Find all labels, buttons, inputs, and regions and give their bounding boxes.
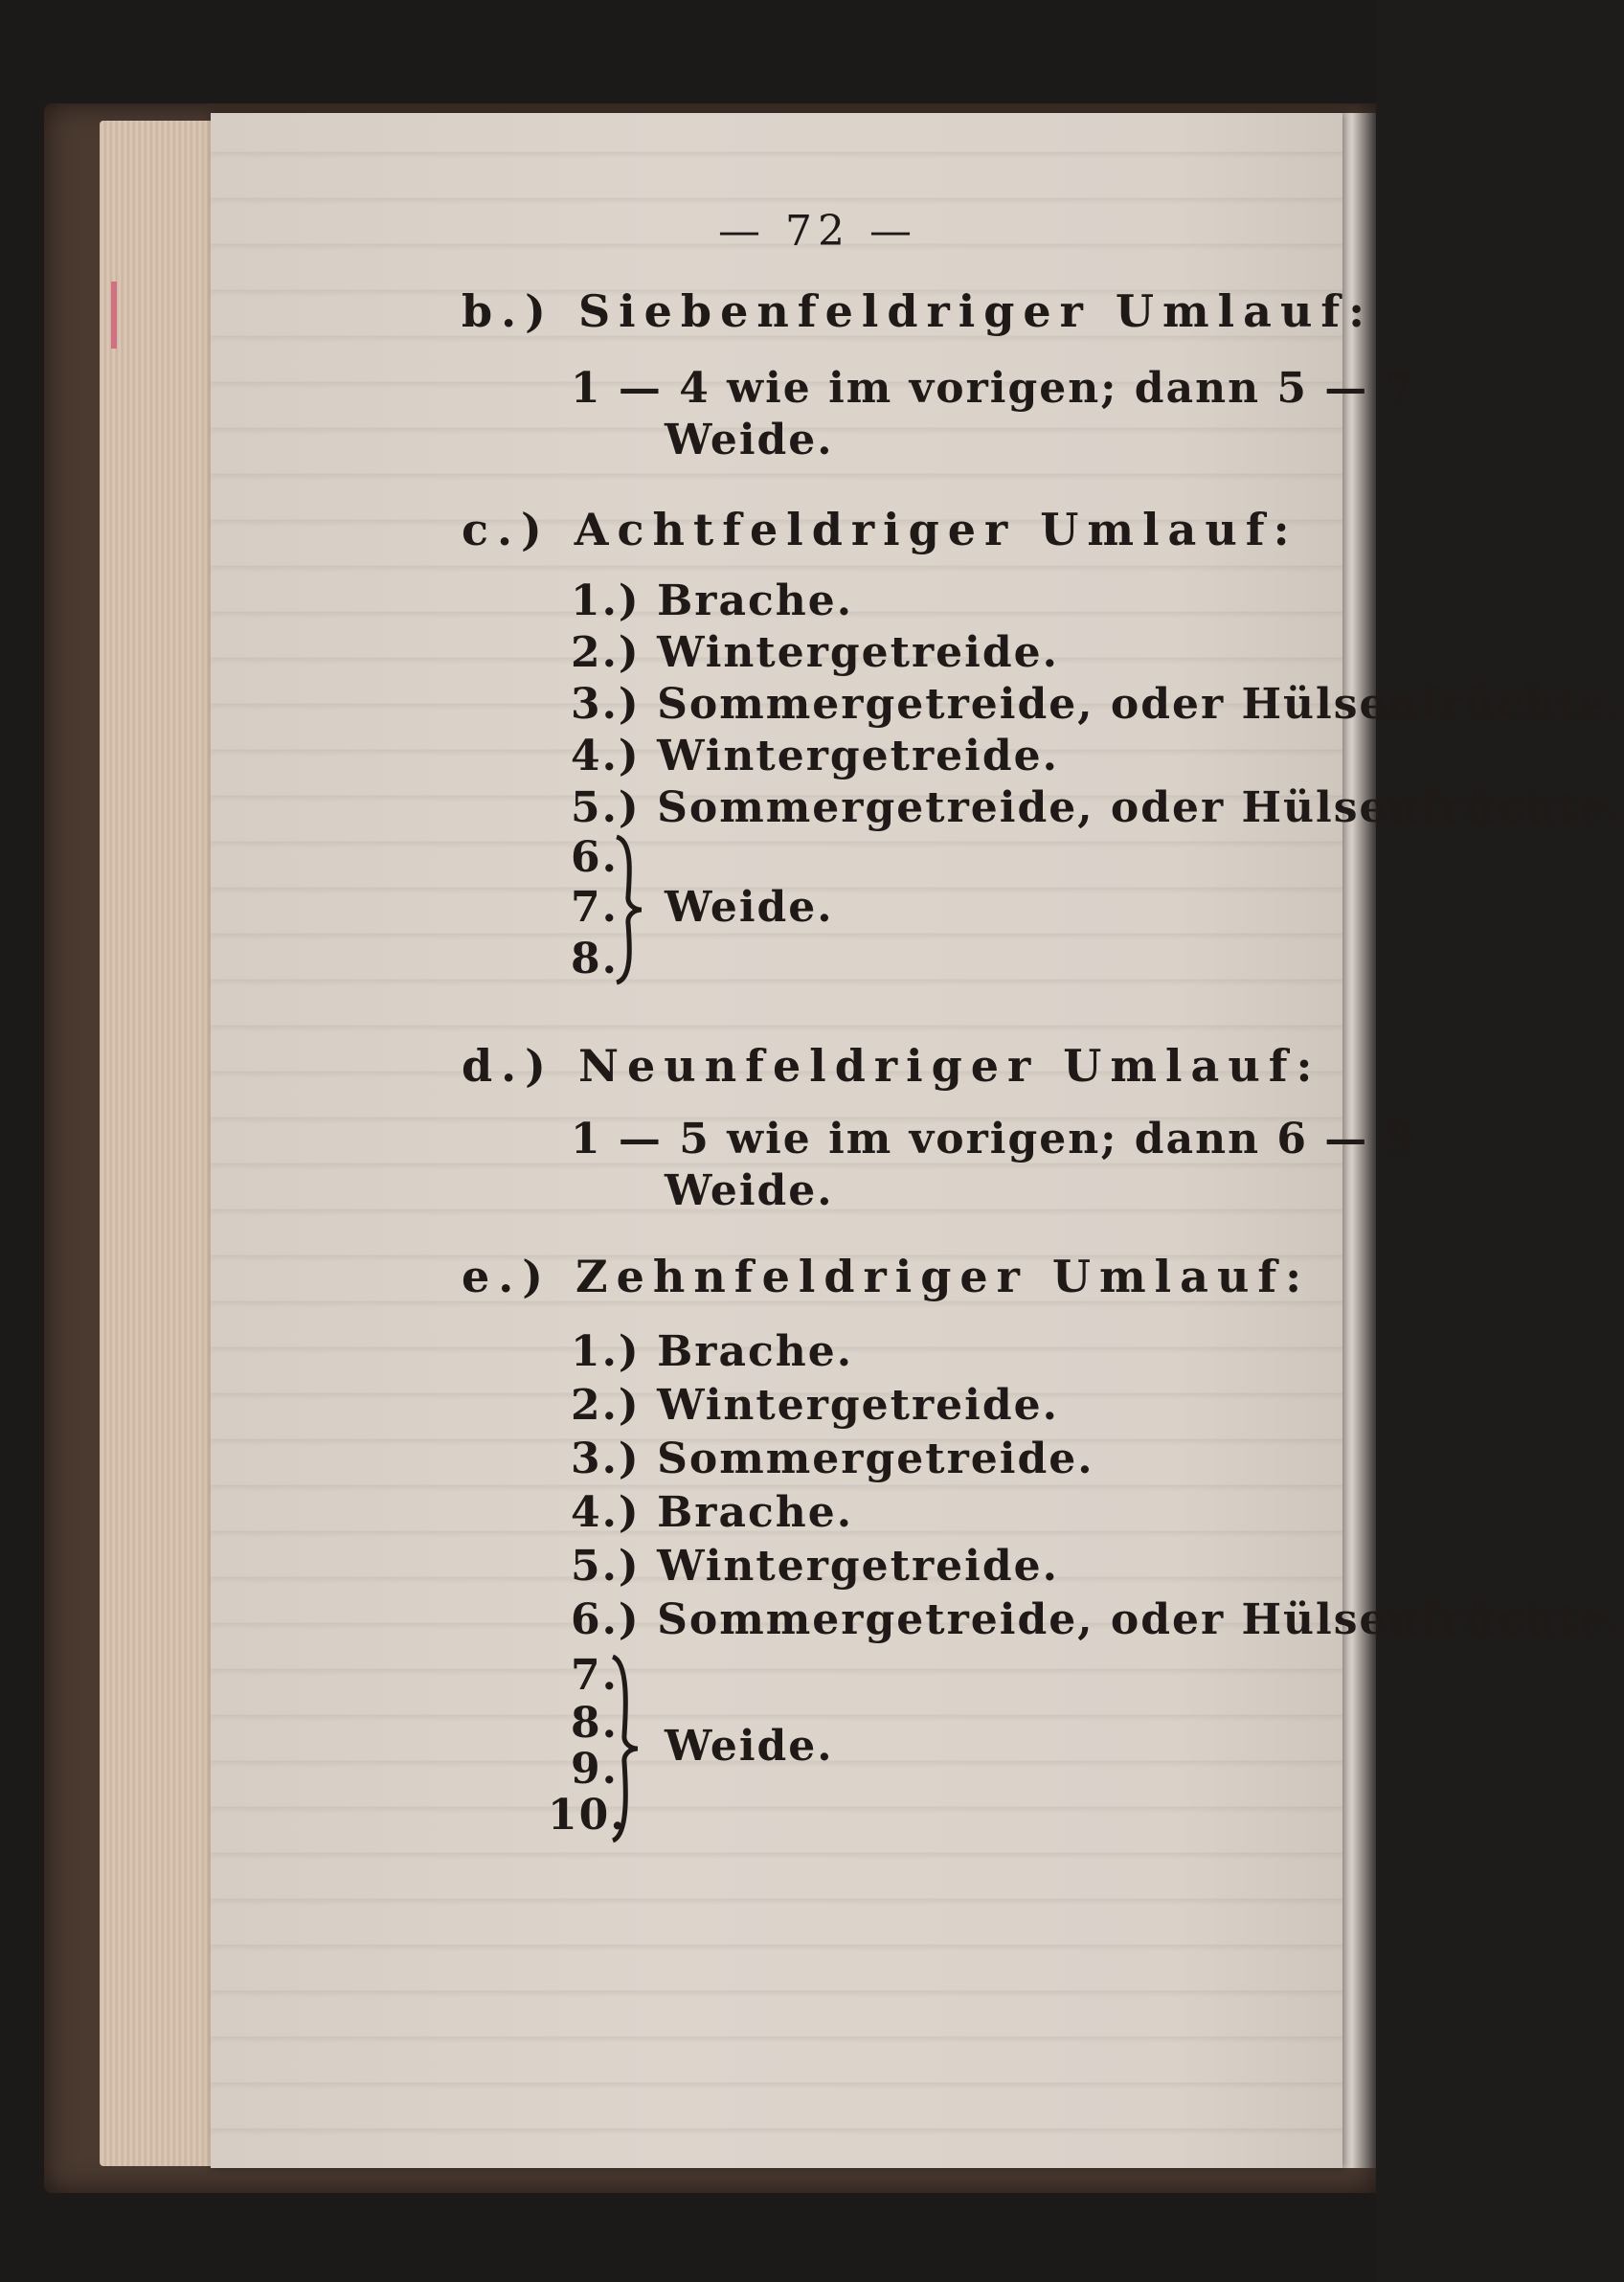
section-c-item-4: 4.) Wintergetreide.: [571, 732, 1059, 780]
section-c-brace-num-7: 7.: [571, 883, 619, 932]
section-e-brace-num-8: 8.: [571, 1699, 619, 1748]
section-e-item-2: 2.) Wintergetreide.: [571, 1381, 1059, 1430]
bookmark-ribbon: [111, 282, 117, 349]
section-e-item-1: 1.) Brache.: [571, 1327, 854, 1376]
section-e-heading: e.) Zehnfeldriger Umlauf:: [462, 1251, 1311, 1302]
section-e-brace-num-9: 9.: [571, 1745, 619, 1794]
section-e-curly-brace-icon: [607, 1653, 642, 1844]
section-c-item-5: 5.) Sommergetreide, oder Hülsenfrüchte.: [571, 783, 1624, 832]
section-c-heading: c.) Achtfeldriger Umlauf:: [462, 504, 1298, 555]
section-c-brace-label: Weide.: [665, 883, 834, 932]
section-d-heading: d.) Neunfeldriger Umlauf:: [462, 1040, 1321, 1092]
section-e-brace-num-7: 7.: [571, 1651, 619, 1700]
section-c-item-1: 1.) Brache.: [571, 576, 854, 625]
page-number: — 72 —: [718, 207, 917, 256]
section-e-brace-num-10: 10.: [548, 1791, 627, 1840]
section-e-item-4: 4.) Brache.: [571, 1488, 854, 1537]
section-e-item-5: 5.) Wintergetreide.: [571, 1542, 1059, 1591]
section-d-line1: 1 — 5 wie im vorigen; dann 6 — 9: [571, 1115, 1417, 1164]
section-e-item-3: 3.) Sommergetreide.: [571, 1435, 1094, 1483]
section-c-item-3: 3.) Sommergetreide, oder Hülsenfrüchte.: [571, 680, 1624, 729]
section-e-brace-label: Weide.: [665, 1722, 834, 1771]
section-b-heading: b.) Siebenfeldriger Umlauf:: [462, 285, 1374, 337]
section-b-line2: Weide.: [665, 416, 834, 464]
section-c-brace-num-6: 6.: [571, 833, 619, 882]
book-page: [211, 113, 1624, 2168]
section-e-item-6: 6.) Sommergetreide, oder Hülsenfrüchte.: [571, 1595, 1624, 1644]
section-c-curly-brace-icon: [611, 833, 645, 986]
section-c-brace-num-8: 8.: [571, 935, 619, 983]
section-b-line1: 1 — 4 wie im vorigen; dann 5 — 7: [571, 364, 1417, 413]
page-edges: [100, 121, 214, 2166]
section-c-item-2: 2.) Wintergetreide.: [571, 628, 1059, 677]
section-d-line2: Weide.: [665, 1166, 834, 1215]
